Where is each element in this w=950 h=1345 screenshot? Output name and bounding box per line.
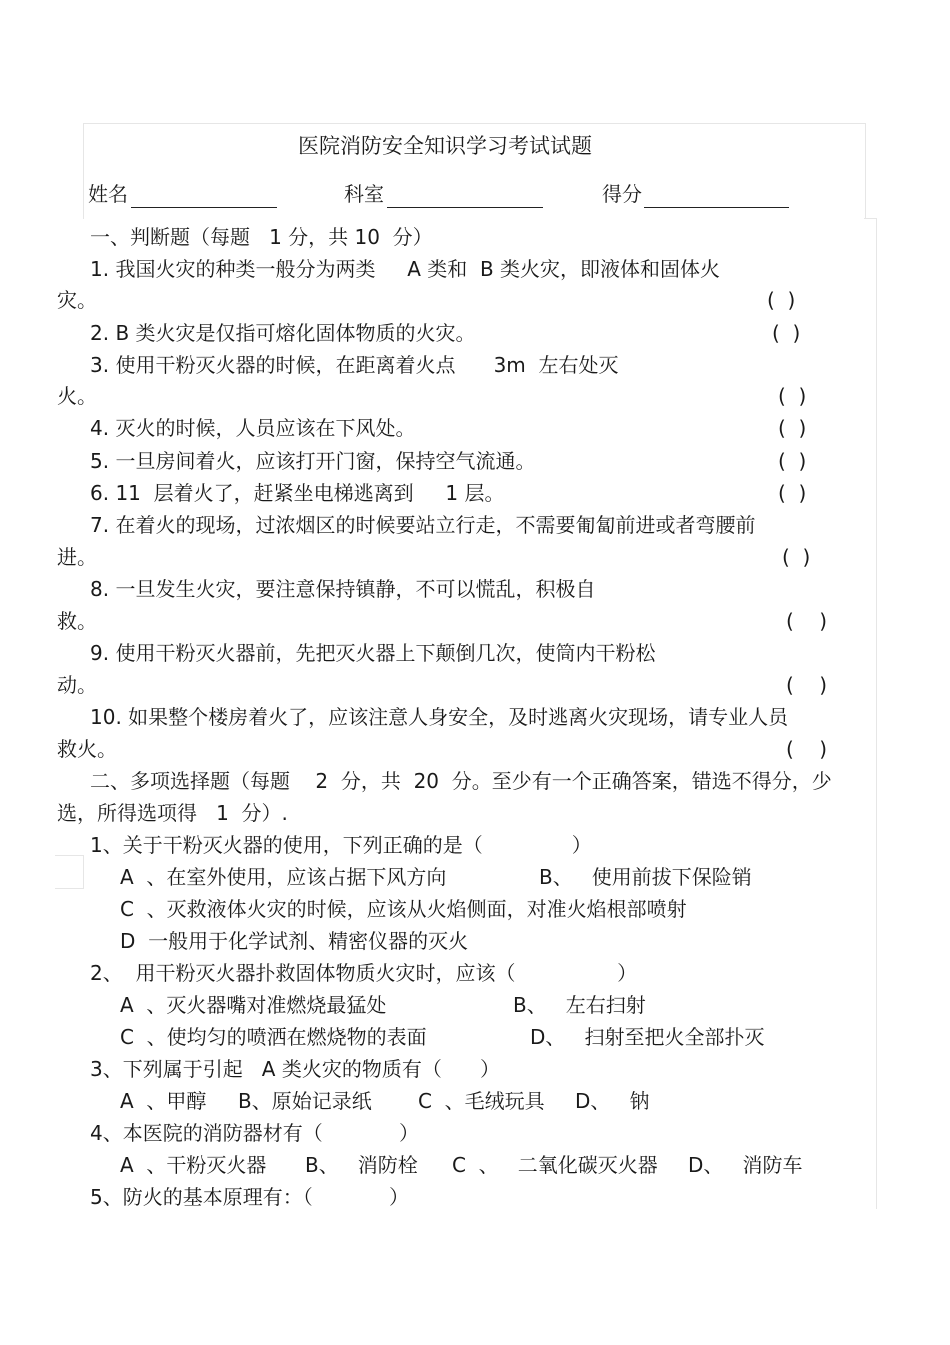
mc2-option-d[interactable]: D、 扫射至把火全部扑灭: [530, 1025, 765, 1049]
q2-answer-bracket[interactable]: ( ): [772, 321, 801, 345]
mc4-option-d[interactable]: D、 消防车: [688, 1153, 803, 1177]
q3-text-cont: 火。: [57, 384, 97, 408]
score-field[interactable]: [644, 207, 789, 208]
mc4-option-a[interactable]: A 、干粉灭火器: [120, 1153, 267, 1177]
mc3-stem: 3、下列属于引起 A 类火灾的物质有（ ）: [90, 1057, 500, 1081]
q8-answer-bracket[interactable]: ( ): [786, 609, 828, 633]
q10-text-cont: 救火。: [57, 737, 117, 761]
mc3-option-b[interactable]: B、原始记录纸: [238, 1089, 372, 1113]
page-frame-left: [55, 855, 84, 889]
mc1-option-b[interactable]: B、 使用前拔下保险销: [539, 865, 752, 889]
mc4-option-b[interactable]: B、 消防栓: [305, 1153, 418, 1177]
section2-heading-cont: 选，所得选项得 1 分）.: [57, 801, 288, 825]
q6-answer-bracket[interactable]: ( ): [778, 481, 807, 505]
q6-text: 6. 11 层着火了，赶紧坐电梯逃离到 1 层。: [90, 481, 505, 505]
q3-text: 3. 使用干粉灭火器的时候，在距离着火点 3m 左右处灭: [90, 353, 619, 377]
q7-answer-bracket[interactable]: ( ): [782, 545, 811, 569]
mc4-stem: 4、本医院的消防器材有（ ）: [90, 1121, 420, 1145]
q9-text: 9. 使用干粉灭火器前，先把灭火器上下颠倒几次，使筒内干粉松: [90, 641, 656, 665]
mc1-option-c[interactable]: C 、灭救液体火灾的时候，应该从火焰侧面，对准火焰根部喷射: [120, 897, 687, 921]
mc2-option-c[interactable]: C 、使均匀的喷洒在燃烧物的表面: [120, 1025, 427, 1049]
section1-heading: 一、判断题（每题 1 分，共 10 分）: [90, 225, 433, 249]
dept-field[interactable]: [387, 207, 543, 208]
mc1-option-a[interactable]: A 、在室外使用，应该占据下风方向: [120, 865, 447, 889]
q7-text-cont: 进。: [57, 545, 97, 569]
q1-answer-bracket[interactable]: ( ): [767, 288, 796, 312]
q4-text: 4. 灭火的时候，人员应该在下风处。: [90, 416, 416, 440]
q4-answer-bracket[interactable]: ( ): [778, 416, 807, 440]
mc2-stem: 2、 用干粉灭火器扑救固体物质火灾时，应该（ ）: [90, 961, 638, 985]
section2-heading: 二、多项选择题（每题 2 分，共 20 分。至少有一个正确答案，错选不得分，少: [90, 769, 832, 793]
mc2-option-a[interactable]: A 、灭火器嘴对准燃烧最猛处: [120, 993, 387, 1017]
q1-text: 1. 我国火灾的种类一般分为两类 A 类和 B 类火灾，即液体和固体火: [90, 257, 721, 281]
q5-answer-bracket[interactable]: ( ): [778, 449, 807, 473]
mc4-option-c[interactable]: C 、 二氧化碳灭火器: [452, 1153, 658, 1177]
mc5-stem: 5、防火的基本原理有：（ ）: [90, 1185, 410, 1209]
q10-text: 10. 如果整个楼房着火了，应该注意人身安全，及时逃离火灾现场，请专业人员: [90, 705, 789, 729]
score-label: 得分: [602, 182, 642, 206]
name-label: 姓名: [88, 182, 128, 206]
q1-text-cont: 灾。: [57, 288, 97, 312]
dept-label: 科室: [344, 182, 384, 206]
q7-text: 7. 在着火的现场，过浓烟区的时候要站立行走，不需要匍匐前进或者弯腰前: [90, 513, 756, 537]
q2-text: 2. B 类火灾是仅指可熔化固体物质的火灾。: [90, 321, 476, 345]
q10-answer-bracket[interactable]: ( ): [786, 737, 828, 761]
mc1-stem: 1、关于干粉灭火器的使用，下列正确的是（ ）: [90, 833, 592, 857]
mc3-option-a[interactable]: A 、甲醇: [120, 1089, 207, 1113]
mc1-option-d[interactable]: D 一般用于化学试剂、精密仪器的灭火: [120, 929, 469, 953]
mc2-option-b[interactable]: B、 左右扫射: [513, 993, 646, 1017]
name-field[interactable]: [131, 207, 277, 208]
page-frame-side: [864, 218, 877, 1209]
q9-text-cont: 动。: [57, 673, 97, 697]
exam-title: 医院消防安全知识学习考试试题: [298, 134, 592, 158]
q9-answer-bracket[interactable]: ( ): [786, 673, 828, 697]
q8-text-cont: 救。: [57, 609, 97, 633]
q3-answer-bracket[interactable]: ( ): [778, 384, 807, 408]
q8-text: 8. 一旦发生火灾，要注意保持镇静，不可以慌乱，积极自: [90, 577, 596, 601]
mc3-option-c[interactable]: C 、毛绒玩具: [418, 1089, 545, 1113]
q5-text: 5. 一旦房间着火，应该打开门窗，保持空气流通。: [90, 449, 536, 473]
mc3-option-d[interactable]: D、 钠: [575, 1089, 650, 1113]
